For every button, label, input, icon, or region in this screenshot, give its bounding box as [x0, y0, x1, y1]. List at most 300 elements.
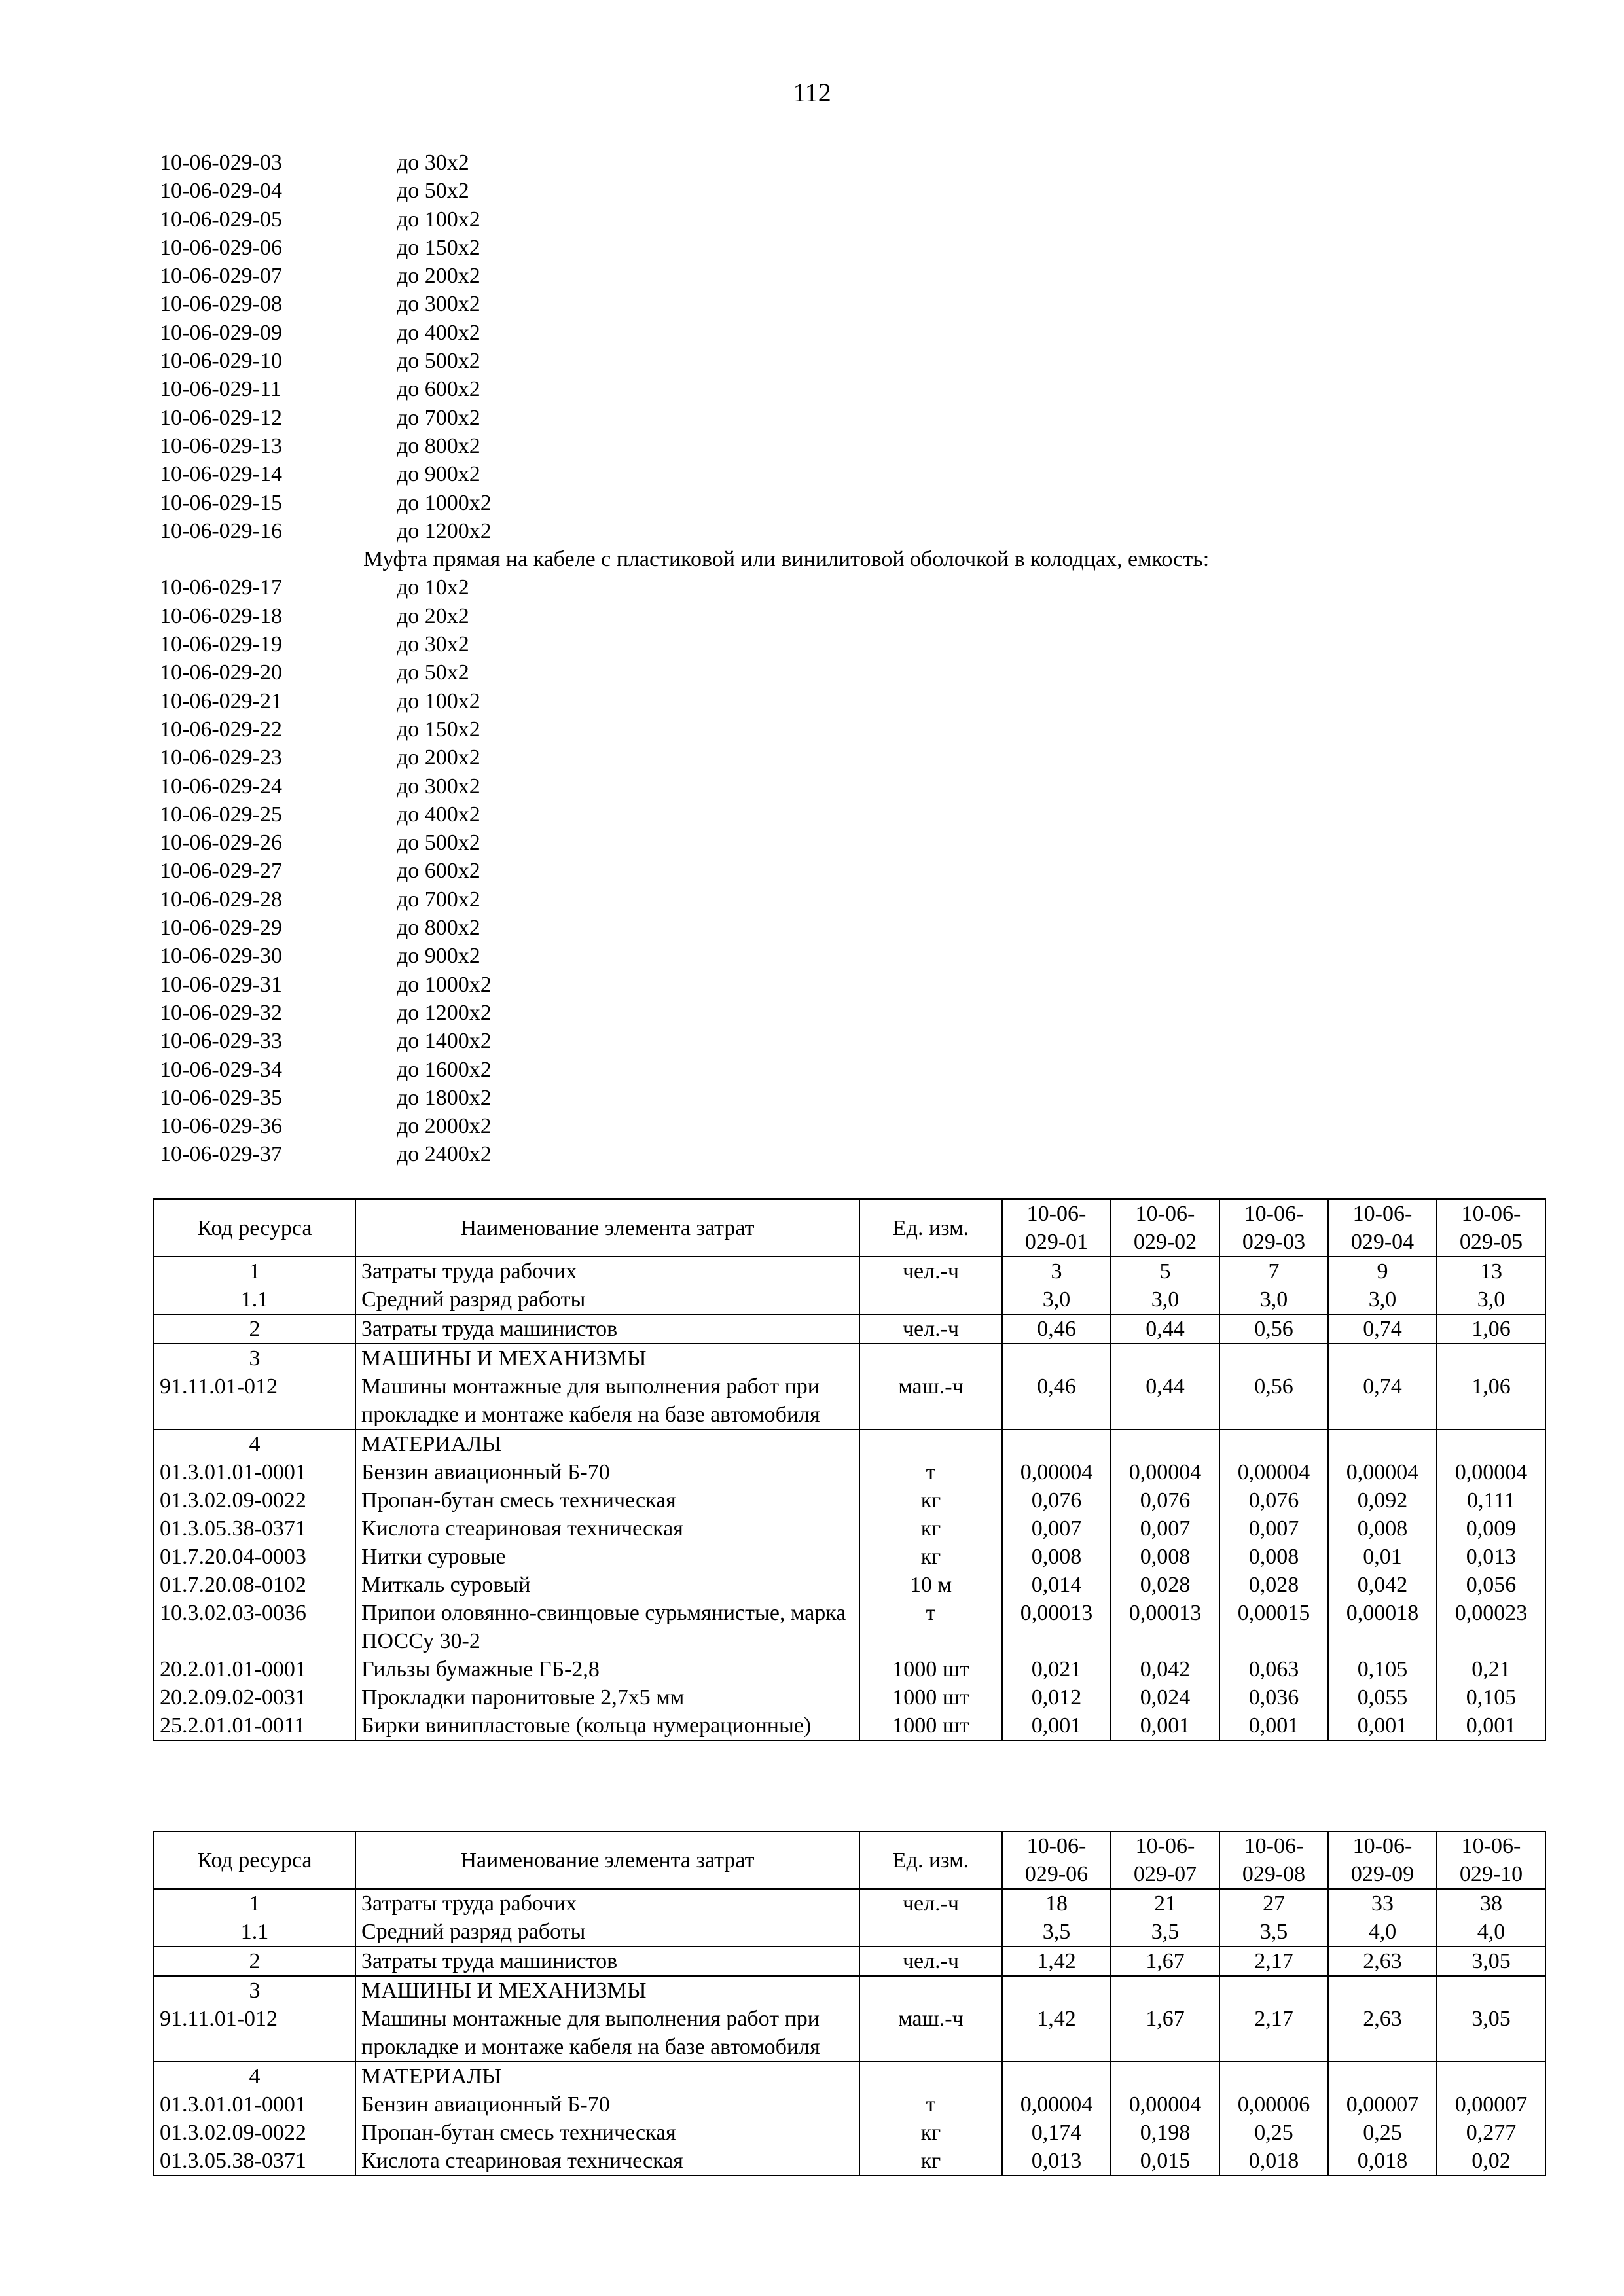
cell-unit: 1000 шт: [859, 1683, 1002, 1712]
list-item: [160, 206, 1403, 234]
code-size: до 200х2: [397, 264, 480, 289]
code-number: 10-06-029-29: [160, 916, 282, 941]
cell-value: 0,013: [1002, 2147, 1111, 2176]
cell-value: 0,076: [1111, 1486, 1219, 1515]
table-row: [154, 2147, 1545, 2176]
cell-value: 3,0: [1111, 1285, 1219, 1314]
cell-value: 0,024: [1111, 1683, 1219, 1712]
code-size: до 200х2: [397, 745, 480, 770]
cell-value: 1,67: [1111, 2005, 1219, 2062]
list-item: [160, 262, 1403, 290]
code-size: до 30х2: [397, 632, 469, 657]
cell-name: Машины монтажные для выполнения работ при прокладке и монтаже кабеля на базе автомобиля: [355, 2005, 859, 2062]
code-number: 10-06-029-26: [160, 831, 282, 855]
cell-name: Бирки винипластовые (кольца нумерационные): [355, 1712, 859, 1740]
cell-value: 0,198: [1111, 2119, 1219, 2147]
cell-value: 3,0: [1002, 1285, 1111, 1314]
cell-value: 1,06: [1437, 1372, 1545, 1429]
cell-value: 2,63: [1328, 2005, 1437, 2062]
cell-value: [1002, 1429, 1111, 1458]
cell-value: 0,00006: [1219, 2090, 1328, 2119]
cell-value: 0,277: [1437, 2119, 1545, 2147]
cell-value: [1437, 1429, 1545, 1458]
cell-value: 0,00004: [1111, 2090, 1219, 2119]
cell-value: 0,008: [1328, 1515, 1437, 1543]
cell-value: 0,076: [1002, 1486, 1111, 1515]
cell-value: [1328, 2062, 1437, 2090]
code-size: до 150х2: [397, 235, 480, 260]
cell-value: [1328, 1344, 1437, 1372]
cell-name: Бензин авиационный Б-70: [355, 1458, 859, 1486]
cell-value: 3,0: [1328, 1285, 1437, 1314]
resource-table-1: [153, 1198, 1546, 1741]
cell-value: 0,00004: [1002, 1458, 1111, 1486]
table-row: [154, 1599, 1545, 1655]
code-size: до 700х2: [397, 887, 480, 912]
code-number: 10-06-029-08: [160, 292, 282, 317]
code-number: 10-06-029-09: [160, 320, 282, 345]
cell-value: 0,25: [1219, 2119, 1328, 2147]
cell-name: Кислота стеариновая техническая: [355, 2147, 859, 2176]
list-item: [160, 1056, 1403, 1084]
cell-value: 2,63: [1328, 1946, 1437, 1976]
cell-code: 01.7.20.04-0003: [154, 1543, 355, 1571]
list-item: [160, 517, 1403, 545]
list-item: [160, 715, 1403, 744]
cell-value: 0,001: [1111, 1712, 1219, 1740]
cell-name: МАТЕРИАЛЫ: [355, 2062, 859, 2090]
cell-value: 0,021: [1002, 1655, 1111, 1683]
table-row: [154, 1571, 1545, 1599]
cell-value: [1219, 1429, 1328, 1458]
cell-unit: кг: [859, 1515, 1002, 1543]
cell-value: 0,055: [1328, 1683, 1437, 1712]
cell-value: [1219, 2062, 1328, 2090]
code-size: до 700х2: [397, 405, 480, 430]
cell-code: 91.11.01-012: [154, 2005, 355, 2062]
cell-value: 4,0: [1328, 1918, 1437, 1946]
code-size: до 500х2: [397, 831, 480, 855]
header-code: Код ресурса: [154, 1831, 355, 1889]
header-column: 10-06- 029-02: [1111, 1199, 1219, 1257]
code-size: до 1000х2: [397, 972, 492, 997]
cell-value: 0,015: [1111, 2147, 1219, 2176]
cell-value: 0,076: [1219, 1486, 1328, 1515]
cell-name: МАШИНЫ И МЕХАНИЗМЫ: [355, 1344, 859, 1372]
cell-value: [1437, 1976, 1545, 2005]
code-size: до 1600х2: [397, 1057, 492, 1082]
table-row: [154, 1946, 1545, 1976]
code-size: до 1400х2: [397, 1029, 492, 1054]
cell-code: 4: [154, 1429, 355, 1458]
code-number: 10-06-029-15: [160, 490, 282, 515]
list-item: [160, 630, 1403, 658]
cell-value: 0,007: [1219, 1515, 1328, 1543]
code-size: до 300х2: [397, 774, 480, 798]
cell-value: 0,00004: [1219, 1458, 1328, 1486]
cell-code: 01.3.05.38-0371: [154, 2147, 355, 2176]
cell-name: Припои оловянно-свинцовые сурьмянистые, марка ПОССу 30-2: [355, 1599, 859, 1655]
cell-value: 1,42: [1002, 2005, 1111, 2062]
cell-unit: кг: [859, 2119, 1002, 2147]
code-size: до 1200х2: [397, 1000, 492, 1025]
code-number: 10-06-029-23: [160, 745, 282, 770]
code-number: 10-06-029-37: [160, 1142, 282, 1167]
code-size: до 500х2: [397, 349, 480, 374]
cell-code: 2: [154, 1314, 355, 1344]
list-item: [160, 177, 1403, 205]
code-number: 10-06-029-11: [160, 377, 281, 402]
list-item: [160, 886, 1403, 914]
cell-name: МАТЕРИАЛЫ: [355, 1429, 859, 1458]
header-column: 10-06- 029-06: [1002, 1831, 1111, 1889]
code-size: до 800х2: [397, 916, 480, 941]
cell-value: 0,00004: [1328, 1458, 1437, 1486]
cell-value: 0,01: [1328, 1543, 1437, 1571]
cell-value: 18: [1002, 1889, 1111, 1918]
header-column: 10-06- 029-04: [1328, 1199, 1437, 1257]
cell-unit: [859, 1918, 1002, 1946]
code-number: 10-06-029-22: [160, 717, 282, 742]
code-number: 10-06-029-16: [160, 518, 282, 543]
code-number: 10-06-029-27: [160, 859, 282, 884]
header-name: Наименование элемента затрат: [355, 1199, 859, 1257]
code-size: до 2000х2: [397, 1114, 492, 1139]
code-size: до 600х2: [397, 377, 480, 402]
cell-value: 0,013: [1437, 1543, 1545, 1571]
cell-value: 1,42: [1002, 1946, 1111, 1976]
cell-code: 10.3.02.03-0036: [154, 1599, 355, 1655]
code-number: 10-06-029-30: [160, 944, 282, 969]
cell-value: 0,00023: [1437, 1599, 1545, 1655]
cell-value: [1111, 1976, 1219, 2005]
header-column: 10-06- 029-07: [1111, 1831, 1219, 1889]
cell-name: Затраты труда машинистов: [355, 1314, 859, 1344]
cell-name: Нитки суровые: [355, 1543, 859, 1571]
cell-unit: [859, 2062, 1002, 2090]
cell-value: 0,111: [1437, 1486, 1545, 1515]
code-size: до 1000х2: [397, 490, 492, 515]
cell-unit: [859, 1285, 1002, 1314]
cell-value: 0,042: [1111, 1655, 1219, 1683]
cell-value: 0,00018: [1328, 1599, 1437, 1655]
cell-code: 1: [154, 1257, 355, 1285]
code-number: 10-06-029-21: [160, 689, 282, 713]
cell-value: 0,56: [1219, 1314, 1328, 1344]
cell-value: 0,74: [1328, 1372, 1437, 1429]
cell-value: 0,012: [1002, 1683, 1111, 1712]
cell-value: 0,00007: [1437, 2090, 1545, 2119]
header-column: 10-06- 029-09: [1328, 1831, 1437, 1889]
code-number: 10-06-029-25: [160, 802, 282, 827]
cell-code: 4: [154, 2062, 355, 2090]
code-number: 10-06-029-18: [160, 603, 282, 628]
list-item: [160, 1112, 1403, 1140]
list-item: [160, 999, 1403, 1027]
cell-name: Прокладки паронитовые 2,7х5 мм: [355, 1683, 859, 1712]
cell-value: 0,028: [1219, 1571, 1328, 1599]
cell-value: 0,46: [1002, 1372, 1111, 1429]
cell-value: 0,00007: [1328, 2090, 1437, 2119]
code-size: до 1200х2: [397, 518, 492, 543]
cell-value: 0,056: [1437, 1571, 1545, 1599]
cell-value: 3,5: [1219, 1918, 1328, 1946]
cell-value: 0,001: [1437, 1712, 1545, 1740]
cell-value: 3,5: [1002, 1918, 1111, 1946]
cell-value: 33: [1328, 1889, 1437, 1918]
cell-code: 1.1: [154, 1285, 355, 1314]
table-row: [154, 1486, 1545, 1515]
cell-value: 3,05: [1437, 2005, 1545, 2062]
header-unit: Ед. изм.: [859, 1831, 1002, 1889]
cell-value: [1328, 1976, 1437, 2005]
cell-value: [1437, 2062, 1545, 2090]
list-item: [160, 971, 1403, 999]
cell-name: Машины монтажные для выполнения работ при прокладке и монтаже кабеля на базе автомобиля: [355, 1372, 859, 1429]
cell-value: 0,018: [1219, 2147, 1328, 2176]
cell-value: 0,018: [1328, 2147, 1437, 2176]
code-number: 10-06-029-04: [160, 179, 282, 204]
cell-value: 0,105: [1328, 1655, 1437, 1683]
cell-value: 5: [1111, 1257, 1219, 1285]
cell-code: 01.3.01.01-0001: [154, 1458, 355, 1486]
cell-value: 0,014: [1002, 1571, 1111, 1599]
cell-value: 0,105: [1437, 1683, 1545, 1712]
cell-value: 13: [1437, 1257, 1545, 1285]
cell-value: [1002, 2062, 1111, 2090]
cell-name: Средний разряд работы: [355, 1285, 859, 1314]
code-number: 10-06-029-05: [160, 207, 282, 232]
table-row: [154, 1372, 1545, 1429]
list-item: [160, 1140, 1403, 1168]
cell-value: 0,092: [1328, 1486, 1437, 1515]
cell-unit: 1000 шт: [859, 1712, 1002, 1740]
header-column: 10-06- 029-08: [1219, 1831, 1328, 1889]
cell-value: 0,00013: [1002, 1599, 1111, 1655]
cell-code: 01.3.05.38-0371: [154, 1515, 355, 1543]
cell-unit: [859, 1344, 1002, 1372]
cell-unit: т: [859, 1599, 1002, 1655]
cell-name: Затраты труда рабочих: [355, 1257, 859, 1285]
cell-value: 0,001: [1219, 1712, 1328, 1740]
cell-value: [1111, 1344, 1219, 1372]
code-number: 10-06-029-19: [160, 632, 282, 657]
list-item: [160, 375, 1403, 403]
list-item: [160, 234, 1403, 262]
list-item: [160, 347, 1403, 375]
list-item: [160, 573, 1403, 601]
code-size: до 150х2: [397, 717, 480, 742]
cell-code: 91.11.01-012: [154, 1372, 355, 1429]
cell-value: 3,0: [1437, 1285, 1545, 1314]
code-size: до 900х2: [397, 944, 480, 969]
table-row: [154, 1257, 1545, 1285]
list-item: [160, 857, 1403, 885]
cell-name: Затраты труда рабочих: [355, 1889, 859, 1918]
cell-unit: маш.-ч: [859, 1372, 1002, 1429]
cell-value: 0,00015: [1219, 1599, 1328, 1655]
code-size: до 300х2: [397, 292, 480, 317]
code-number: 10-06-029-03: [160, 151, 282, 175]
cell-name: Затраты труда машинистов: [355, 1946, 859, 1976]
cell-value: 27: [1219, 1889, 1328, 1918]
code-number: 10-06-029-31: [160, 972, 282, 997]
code-size: до 900х2: [397, 462, 480, 487]
cell-unit: кг: [859, 1543, 1002, 1571]
code-number: 10-06-029-36: [160, 1114, 282, 1139]
header-unit: Ед. изм.: [859, 1199, 1002, 1257]
cell-unit: кг: [859, 1486, 1002, 1515]
cell-value: 38: [1437, 1889, 1545, 1918]
cell-value: 0,009: [1437, 1515, 1545, 1543]
table-row: [154, 1515, 1545, 1543]
cell-name: Бензин авиационный Б-70: [355, 2090, 859, 2119]
code-number: 10-06-029-35: [160, 1085, 282, 1110]
code-size: до 600х2: [397, 859, 480, 884]
table-row: [154, 1314, 1545, 1344]
list-item: [160, 602, 1403, 630]
list-item: [160, 658, 1403, 687]
cell-value: [1328, 1429, 1437, 1458]
cell-value: 0,008: [1002, 1543, 1111, 1571]
cell-value: 21: [1111, 1889, 1219, 1918]
cell-value: 0,02: [1437, 2147, 1545, 2176]
cell-code: 3: [154, 1976, 355, 2005]
cell-unit: т: [859, 2090, 1002, 2119]
code-size: до 50х2: [397, 660, 469, 685]
cell-value: 0,063: [1219, 1655, 1328, 1683]
cell-value: 3,5: [1111, 1918, 1219, 1946]
page-number: 112: [793, 78, 831, 107]
code-size: до 100х2: [397, 207, 480, 232]
code-number: 10-06-029-33: [160, 1029, 282, 1054]
list-item: [160, 432, 1403, 460]
cell-value: 9: [1328, 1257, 1437, 1285]
cell-value: [1002, 1976, 1111, 2005]
code-size: до 400х2: [397, 802, 480, 827]
cell-name: МАШИНЫ И МЕХАНИЗМЫ: [355, 1976, 859, 2005]
list-item: [160, 1084, 1403, 1112]
header-column: 10-06- 029-05: [1437, 1199, 1545, 1257]
code-size: до 10х2: [397, 575, 469, 600]
code-number: 10-06-029-14: [160, 462, 282, 487]
code-number: 10-06-029-13: [160, 433, 282, 458]
list-item: [160, 149, 1403, 177]
list-item: [160, 829, 1403, 857]
table-row: [154, 1344, 1545, 1372]
cell-code: 01.3.02.09-0022: [154, 2119, 355, 2147]
table-row: [154, 1712, 1545, 1740]
cell-value: 1,06: [1437, 1314, 1545, 1344]
cell-value: 0,036: [1219, 1683, 1328, 1712]
cell-name: Пропан-бутан смесь техническая: [355, 1486, 859, 1515]
table-row: [154, 1976, 1545, 2005]
cell-value: 3: [1002, 1257, 1111, 1285]
list-item: [160, 319, 1403, 347]
code-size: до 1800х2: [397, 1085, 492, 1110]
cell-value: 0,174: [1002, 2119, 1111, 2147]
cell-code: 01.7.20.08-0102: [154, 1571, 355, 1599]
list-item: [160, 942, 1403, 970]
code-list: [160, 149, 1403, 1169]
cell-value: 0,007: [1111, 1515, 1219, 1543]
cell-unit: 1000 шт: [859, 1655, 1002, 1683]
cell-value: 0,00004: [1002, 2090, 1111, 2119]
cell-code: 25.2.01.01-0011: [154, 1712, 355, 1740]
cell-value: 0,042: [1328, 1571, 1437, 1599]
cell-unit: т: [859, 1458, 1002, 1486]
list-item: [160, 744, 1403, 772]
code-size: до 2400х2: [397, 1142, 492, 1167]
cell-value: 0,44: [1111, 1372, 1219, 1429]
code-number: 10-06-029-10: [160, 349, 282, 374]
cell-value: 0,008: [1219, 1543, 1328, 1571]
code-size: до 100х2: [397, 689, 480, 713]
code-size: до 800х2: [397, 433, 480, 458]
cell-value: 0,001: [1002, 1712, 1111, 1740]
cell-unit: чел.-ч: [859, 1257, 1002, 1285]
section-heading: [160, 545, 1403, 573]
cell-name: Кислота стеариновая техническая: [355, 1515, 859, 1543]
list-item: [160, 489, 1403, 517]
cell-value: 0,00004: [1437, 1458, 1545, 1486]
header-code: Код ресурса: [154, 1199, 355, 1257]
cell-code: 1.1: [154, 1918, 355, 1946]
table-row: [154, 1543, 1545, 1571]
list-item: [160, 772, 1403, 800]
cell-value: 0,028: [1111, 1571, 1219, 1599]
cell-unit: кг: [859, 2147, 1002, 2176]
table-row: [154, 1285, 1545, 1314]
table-row: [154, 1889, 1545, 1918]
list-item: [160, 460, 1403, 488]
cell-value: 0,008: [1111, 1543, 1219, 1571]
cell-value: 0,001: [1328, 1712, 1437, 1740]
code-size: до 400х2: [397, 320, 480, 345]
cell-value: 3,05: [1437, 1946, 1545, 1976]
cell-code: 3: [154, 1344, 355, 1372]
code-number: 10-06-029-17: [160, 575, 282, 600]
table-header-row: [154, 1831, 1545, 1889]
list-item: [160, 1027, 1403, 1055]
table-row: [154, 1918, 1545, 1946]
header-column: 10-06- 029-01: [1002, 1199, 1111, 1257]
list-item: [160, 914, 1403, 942]
code-number: 10-06-029-32: [160, 1000, 282, 1025]
header-column: 10-06- 029-03: [1219, 1199, 1328, 1257]
header-column: 10-06- 029-10: [1437, 1831, 1545, 1889]
cell-value: 2,17: [1219, 2005, 1328, 2062]
cell-value: 0,00004: [1111, 1458, 1219, 1486]
cell-value: 3,0: [1219, 1285, 1328, 1314]
cell-unit: [859, 1976, 1002, 2005]
cell-value: 0,46: [1002, 1314, 1111, 1344]
cell-unit: 10 м: [859, 1571, 1002, 1599]
cell-code: 20.2.09.02-0031: [154, 1683, 355, 1712]
cell-value: 0,00013: [1111, 1599, 1219, 1655]
cell-name: Средний разряд работы: [355, 1918, 859, 1946]
cell-value: 1,67: [1111, 1946, 1219, 1976]
resource-table-2: [153, 1831, 1546, 2176]
cell-unit: чел.-ч: [859, 1946, 1002, 1976]
table-row: [154, 1655, 1545, 1683]
cell-name: Миткаль суровый: [355, 1571, 859, 1599]
code-size: до 50х2: [397, 179, 469, 204]
cell-unit: чел.-ч: [859, 1889, 1002, 1918]
cell-unit: чел.-ч: [859, 1314, 1002, 1344]
cell-code: 01.3.01.01-0001: [154, 2090, 355, 2119]
cell-value: [1002, 1344, 1111, 1372]
